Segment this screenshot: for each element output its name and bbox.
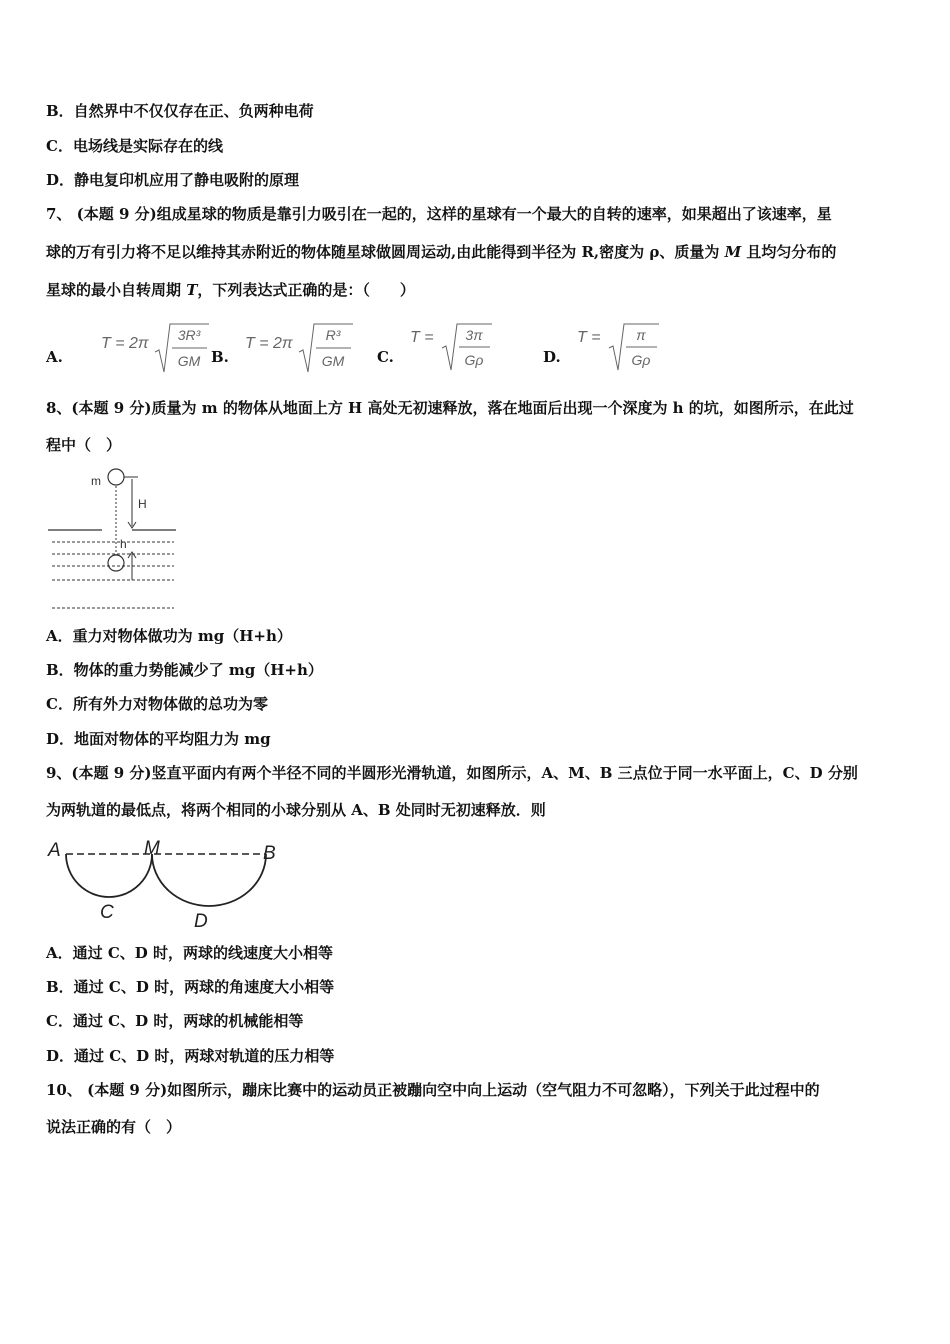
- q7-option-a: [46, 322, 213, 378]
- q7-option-a-formula: [73, 322, 213, 378]
- q7-option-b-label: B.: [211, 348, 229, 366]
- formula-denominator: GM: [321, 353, 345, 369]
- q6-option-d: D．静电复印机应用了静电吸附的原理: [46, 171, 300, 189]
- q8-stem-line2: 程中（ ）: [46, 436, 122, 454]
- q10-stem-line2: 说法正确的有（ ）: [46, 1118, 182, 1136]
- q7-stem-line1: 7、 (本题 9 分)组成星球的物质是靠引力吸引在一起的，这样的星球有一个最大的自转的速率，如果超出了该速率，星: [46, 205, 832, 223]
- q7-option-c-label: C.: [377, 348, 394, 366]
- q9-option-d: D．通过 C、D 时，两球对轨道的压力相等: [46, 1047, 335, 1065]
- q7-option-a-label: A.: [46, 348, 63, 366]
- small-semicircle-track: [66, 854, 152, 897]
- point-b-label: B: [263, 843, 276, 864]
- q7-option-c: [377, 322, 514, 378]
- formula-numerator: 3π: [465, 327, 483, 343]
- height-label: H: [138, 497, 147, 511]
- q8-option-d: D．地面对物体的平均阻力为 mg: [46, 730, 271, 748]
- q9-figure: [44, 832, 294, 932]
- formula-lhs: T =: [409, 329, 434, 346]
- q7-option-d-label: D.: [543, 348, 561, 366]
- formula-denominator: Gρ: [631, 352, 651, 368]
- formula-denominator: Gρ: [464, 352, 484, 368]
- formula-denominator: GM: [177, 353, 201, 369]
- q8-stem-line1: 8、(本题 9 分)质量为 m 的物体从地面上方 H 高处无初速释放，落在地面后出现一个深度为 h 的坑，如图所示，在此过: [46, 399, 854, 417]
- point-d-label: D: [194, 911, 208, 932]
- formula-numerator: R³: [325, 327, 341, 343]
- ball-top: [108, 469, 124, 485]
- q7-option-d-formula: [571, 322, 681, 378]
- ball-bottom: [108, 555, 124, 571]
- formula-lhs: T =: [576, 329, 601, 346]
- formula-numerator: π: [636, 327, 646, 343]
- formula-lhs: T = 2π: [100, 335, 149, 352]
- q9-option-c: C．通过 C、D 时，两球的机械能相等: [46, 1012, 304, 1030]
- q8-option-b: B．物体的重力势能减少了 mg（H+h）: [46, 661, 323, 679]
- point-c-label: C: [100, 902, 114, 923]
- depth-label: h: [120, 537, 127, 551]
- q9-option-b: B．通过 C、D 时，两球的角速度大小相等: [46, 978, 335, 996]
- q8-figure: [46, 462, 181, 614]
- q7-stem-line2: 球的万有引力将不足以维持其赤附近的物体随星球做圆周运动,由此能得到半径为 R,密度为 ρ、质量为 M 且均匀分布的: [46, 243, 837, 261]
- q6-option-c: C．电场线是实际存在的线: [46, 137, 223, 155]
- q7-stem-line3: 星球的最小自转周期 T，下列表达式正确的是：（ ）: [46, 281, 415, 299]
- point-m-label: M: [144, 838, 160, 859]
- mass-label: m: [91, 474, 101, 488]
- q9-option-a: A．通过 C、D 时，两球的线速度大小相等: [46, 944, 334, 962]
- point-a-label: A: [48, 840, 61, 861]
- q7-option-d: [543, 322, 681, 378]
- formula-numerator: 3R³: [177, 327, 201, 343]
- q6-option-b: B．自然界中不仅仅存在正、负两种电荷: [46, 102, 314, 120]
- q8-option-c: C．所有外力对物体做的总功为零: [46, 695, 268, 713]
- q9-stem-line2: 为两轨道的最低点，将两个相同的小球分别从 A、B 处同时无初速释放．则: [46, 801, 546, 819]
- formula-lhs: T = 2π: [244, 335, 293, 352]
- q8-option-a: A．重力对物体做功为 mg（H+h）: [46, 627, 292, 645]
- q7-option-c-formula: [404, 322, 514, 378]
- q7-option-b: [211, 322, 379, 378]
- large-semicircle-track: [152, 854, 266, 906]
- q7-option-b-formula: [239, 322, 379, 378]
- q9-stem-line1: 9、(本题 9 分)竖直平面内有两个半径不同的半圆形光滑轨道，如图所示，A、M、B 三点位于同一水平面上，C、D 分别: [46, 764, 858, 782]
- q10-stem-line1: 10、 (本题 9 分)如图所示，蹦床比赛中的运动员正被蹦向空中向上运动（空气阻力不可忽略），下列关于此过程中的: [46, 1081, 820, 1099]
